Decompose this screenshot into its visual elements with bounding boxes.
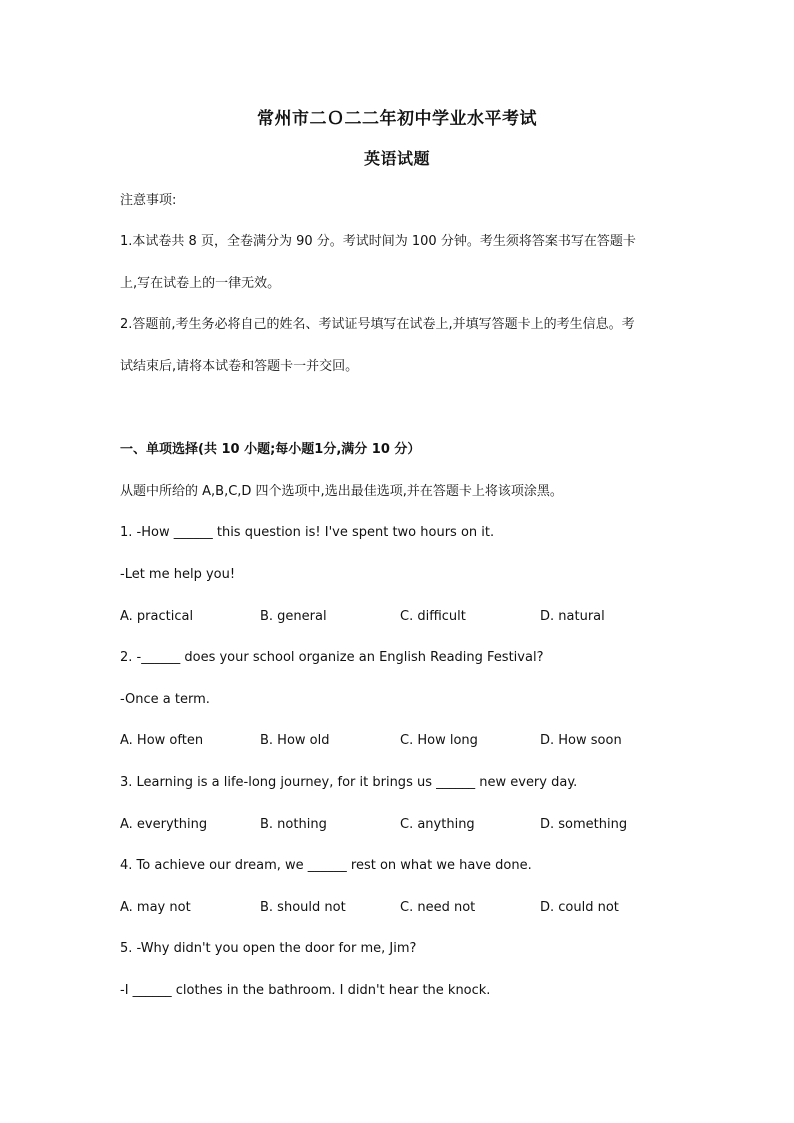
question-1-option-b: B. general	[260, 609, 327, 624]
notice-item-1-line-2: 上,写在试卷上的一律无效。	[120, 276, 281, 291]
question-1-option-a: A. practical	[120, 609, 194, 624]
notice-item-1-line-1: 1.本试卷共 8 页，全卷满分为 90 分。考试时间为 100 分钟。考生须将答案书写在答题卡	[120, 234, 636, 249]
exam-subtitle: 英语试题	[363, 149, 430, 168]
question-4-option-c: C. need not	[400, 900, 476, 915]
notice-heading: 注意事项:	[120, 193, 177, 208]
question-3-option-a: A. everything	[120, 817, 208, 832]
question-2-option-b: B. How old	[260, 733, 330, 748]
question-3-option-c: C. anything	[400, 817, 475, 832]
question-4-option-d: D. could not	[540, 900, 619, 915]
exam-title: 常州市二Ｏ二二年初中学业水平考试	[257, 109, 537, 129]
question-4-prompt: 4. To achieve our dream, we ______ rest on what we have done.	[120, 858, 532, 873]
question-3-option-d: D. something	[540, 817, 628, 832]
section-heading: 一、单项选择(共 10 小题;每小题1分,满分 10 分）	[120, 442, 421, 457]
section-instruction: 从题中所给的 A,B,C,D 四个选项中,选出最佳选项,并在答题卡上将该项涂黑。	[120, 484, 563, 499]
question-1-option-c: C. difficult	[400, 609, 466, 624]
question-5-response: -I ______ clothes in the bathroom. I didn't hear the knock.	[120, 983, 491, 998]
question-5-prompt: 5. -Why didn't you open the door for me, Jim?	[120, 941, 417, 956]
question-2-option-c: C. How long	[400, 733, 478, 748]
question-1-prompt: 1. -How ______ this question is! I've spent two hours on it.	[120, 525, 495, 540]
question-1-response: -Let me help you!	[120, 567, 236, 582]
question-1-option-d: D. natural	[540, 609, 605, 624]
question-2-option-d: D. How soon	[540, 733, 622, 748]
question-2-response: -Once a term.	[120, 692, 210, 707]
question-3-option-b: B. nothing	[260, 817, 327, 832]
question-4-option-a: A. may not	[120, 900, 191, 915]
question-3-prompt: 3. Learning is a life-long journey, for it brings us ______ new every day.	[120, 775, 578, 790]
question-4-option-b: B. should not	[260, 900, 346, 915]
notice-item-2-line-2: 试结束后,请将本试卷和答题卡一并交回。	[120, 359, 359, 374]
notice-item-2-line-1: 2.答题前,考生务必将自己的姓名、考试证号填写在试卷上,并填写答题卡上的考生信息。考	[120, 317, 635, 332]
question-2-prompt: 2. -______ does your school organize an English Reading Festival?	[120, 650, 544, 665]
question-2-option-a: A. How often	[120, 733, 204, 748]
